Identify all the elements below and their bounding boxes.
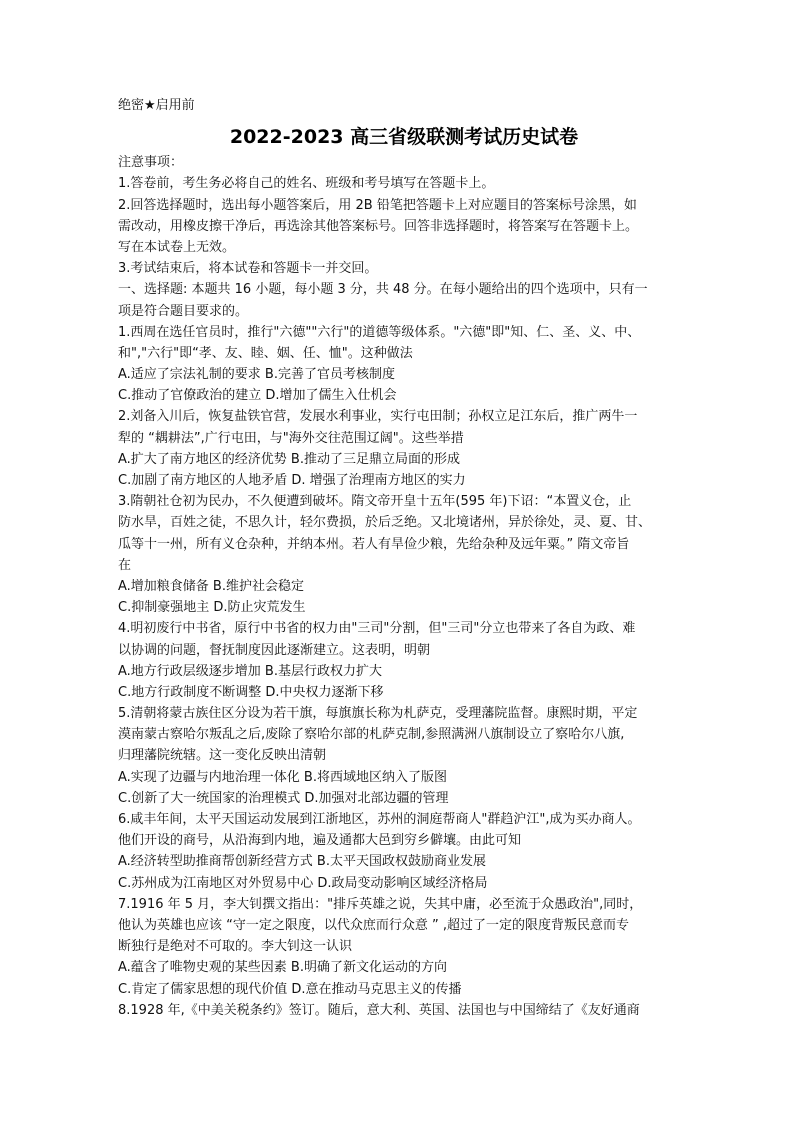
- question-2-stem-line-1: 2.刘备入川后，恢复盐铁官营，发展水利事业，实行屯田制；孙权立足江东后，推广两牛一: [118, 409, 638, 425]
- question-3-stem-line-1: 3.隋朝社仓初为民办，不久便遭到破坏。隋文帝开皇十五年(595 年)下诏：“本置义仓，止: [118, 494, 632, 510]
- note-2-line-3: 写在本试卷上无效。: [118, 239, 236, 255]
- question-3-stem-line-4: 在: [118, 557, 132, 573]
- question-3-stem-line-3: 瓜等十一州，所有义仓杂种，并纳本州。若人有旱俭少粮，先给杂种及远年粟。” 隋文帝旨: [118, 536, 630, 552]
- question-4-stem-line-1: 4.明初废行中书省，原行中书省的权力由"三司"分割，但"三司"分立也带来了各自为政、难: [118, 621, 636, 637]
- question-7-stem-line-1: 7.1916 年 5 月，李大钊撰文指出："排斥英雄之说，失其中庸，必至流于众愚政治",同时，: [118, 896, 643, 912]
- section-heading-line-2: 项是符合题目要求的。: [118, 303, 249, 319]
- question-8-stem-line-1: 8.1928 年,《中美关税条约》签订。随后，意大利、英国、法国也与中国缔结了《友好通商: [118, 1002, 640, 1018]
- question-5-stem-line-1: 5.清朝将蒙古族住区分设为若干旗，每旗旗长称为札萨克，受理藩院监督。康熙时期，平定: [118, 706, 638, 722]
- note-3: 3.考试结束后，将本试卷和答题卡一并交回。: [118, 261, 378, 277]
- question-6-stem-line-1: 6.咸丰年间，太平天国运动发展到江浙地区，苏州的洞庭帮商人"群趋沪江",成为买办商人。: [118, 812, 641, 827]
- question-7-stem-line-2: 他认为英雄也应该 “守一定之限度，以代众庶而行众意 ” ,超过了一定的限度背叛民意而专: [118, 917, 629, 933]
- question-6-options-cd: C.苏州成为江南地区对外贸易中心 D.政局变动影响区域经济格局: [118, 875, 488, 891]
- question-1-stem-line-2: 和","六行"即“孝、友、睦、姻、任、恤"。这种做法: [118, 345, 413, 361]
- question-3-options-ab: A.增加粮食储备 B.维护社会稳定: [118, 578, 304, 594]
- question-5-stem-line-3: 归理藩院统辖。这一变化反映出清朝: [118, 748, 327, 764]
- confidential-label: 绝密★启用前: [118, 98, 195, 113]
- exam-page: [118, 95, 690, 1021]
- note-2-line-1: 2.回答选择题时，选出每小题答案后，用 2B 铅笔把答题卡上对应题目的答案标号涂黑，如: [118, 197, 637, 213]
- question-2-stem-line-2: 犁的 “耦耕法”,广行屯田，与"海外交往范围辽阔"。这些举措: [118, 430, 464, 446]
- question-4-stem-line-2: 以协调的问题，督抚制度因此逐渐建立。这表明，明朝: [118, 642, 431, 658]
- note-1: 1.答卷前，考生务必将自己的姓名、班级和考号填写在答题卡上。: [118, 176, 495, 192]
- question-4-options-ab: A.地方行政层级逐步增加 B.基层行政权力扩大: [118, 663, 382, 679]
- question-3-stem-line-2: 防水旱，百姓之徒，不思久计，轻尔费损，於后乏绝。又北境诸州，异於徐处，灵、夏、甘、: [118, 515, 652, 531]
- question-5-options-cd: C.创新了大一统国家的治理模式 D.加强对北部边疆的管理: [118, 790, 449, 806]
- question-1-options-ab: A.适应了宗法礼制的要求 B.完善了官员考核制度: [118, 367, 395, 383]
- question-3-options-cd: C.抑制豪强地主 D.防止灾荒发生: [118, 600, 306, 616]
- question-6-options-ab: A.经济转型助推商帮创新经营方式 B.太平天国政权鼓励商业发展: [118, 854, 486, 870]
- question-2-options-cd: C.加剧了南方地区的人地矛盾 D. 增强了治理南方地区的实力: [118, 473, 466, 488]
- section-heading-line-1: 一、选择题: 本题共 16 小题，每小题 3 分，共 48 分。在每小题给出的四个选项中，只有一: [118, 282, 648, 298]
- question-1-options-cd: C.推动了官僚政治的建立 D.增加了儒生入仕机会: [118, 388, 397, 404]
- question-7-options-ab: A.蕴含了唯物史观的某些因素 B.明确了新文化运动的方向: [118, 960, 447, 976]
- question-4-options-cd: C.地方行政制度不断调整 D.中央权力逐渐下移: [118, 684, 384, 700]
- question-7-stem-line-3: 断独行是绝对不可取的。李大钊这一认识: [118, 939, 353, 955]
- exam-title: 2022-2023 高三省级联测考试历史试卷: [229, 126, 579, 149]
- question-5-options-ab: A.实现了边疆与内地治理一体化 B.将西域地区纳入了版图: [118, 769, 447, 785]
- notes-heading: 注意事项：: [118, 155, 184, 171]
- question-2-options-ab: A.扩大了南方地区的经济优势 B.推动了三足鼎立局面的形成: [118, 451, 460, 467]
- note-2-line-2: 需改动，用橡皮擦干净后，再选涂其他答案标号。回答非选择题时，将答案写在答题卡上。: [118, 218, 639, 234]
- question-5-stem-line-2: 漠南蒙古察哈尔叛乱之后,废除了察哈尔部的札萨克制,参照满洲八旗制设立了察哈尔八旗,: [118, 727, 625, 743]
- question-6-stem-line-2: 他们开设的商号，从沿海到内地，遍及通都大邑到穷乡僻壤。由此可知: [118, 833, 522, 849]
- question-1-stem-line-1: 1.西周在选任官员时，推行"六德""六行"的道德等级体系。"六德"即"知、仁、圣、义、中、: [118, 324, 641, 340]
- question-7-options-cd: C.肯定了儒家思想的现代价值 D.意在推动马克思主义的传播: [118, 981, 462, 997]
